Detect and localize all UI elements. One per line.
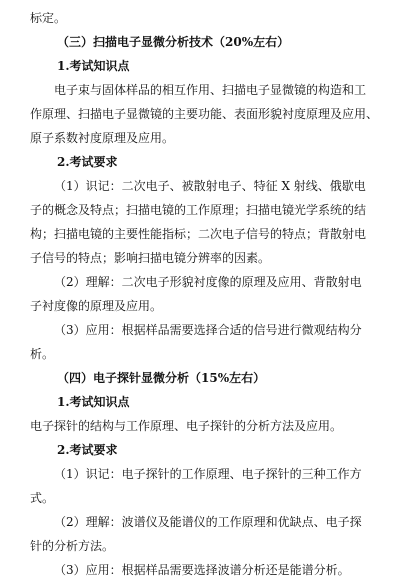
subsection-heading: 2.考试要求 [57, 443, 118, 457]
section-heading: （三）扫描电子显微分析技术（20%左右） [57, 35, 290, 49]
paragraph-line: 标定。 [30, 11, 67, 25]
section-heading: （四）电子探针显微分析（15%左右） [57, 371, 266, 385]
paragraph-line: 构；扫描电镜的主要性能指标；二次电子信号的特点；背散射电 [30, 227, 367, 241]
paragraph-line: 式。 [30, 491, 55, 505]
paragraph-line: 析。 [30, 347, 55, 361]
paragraph-line: 原子系数衬度原理及应用。 [30, 131, 175, 145]
paragraph-line: （3）应用：根据样品需要选择波谱分析还是能谱分析。 [54, 563, 350, 577]
paragraph-line: 针的分析方法。 [30, 539, 115, 553]
subsection-heading: 1.考试知识点 [57, 59, 130, 73]
paragraph-line: 电子束与固体样品的相互作用、扫描电子显微镜的构造和工 [54, 83, 367, 97]
paragraph-line: （3）应用：根据样品需要选择合适的信号进行微观结构分 [54, 323, 362, 337]
paragraph-line: （1）识记：电子探针的工作原理、电子探针的三种工作方 [54, 467, 362, 481]
paragraph-line: 子衬度像的原理及应用。 [30, 299, 163, 313]
subsection-heading: 1.考试知识点 [57, 395, 130, 409]
paragraph-line: 电子探针的结构与工作原理、电子探针的分析方法及应用。 [30, 419, 343, 433]
paragraph-line: 作原理、扫描电子显微镜的主要功能、表面形貌衬度原理及应用、 [30, 107, 379, 121]
paragraph-line: （2）理解：二次电子形貌衬度像的原理及应用、背散射电 [54, 275, 362, 289]
paragraph-line: 子信号的特点；影响扫描电镜分辨率的因素。 [30, 251, 271, 265]
subsection-heading: 2.考试要求 [57, 155, 118, 169]
paragraph-line: （1）识记：二次电子、被散射电子、特征 X 射线、俄歇电 [54, 179, 366, 193]
paragraph-line: 子的概念及特点；扫描电镜的工作原理；扫描电镜光学系统的结 [30, 203, 367, 217]
paragraph-line: （2）理解：波谱仪及能谱仪的工作原理和优缺点、电子探 [54, 515, 362, 529]
